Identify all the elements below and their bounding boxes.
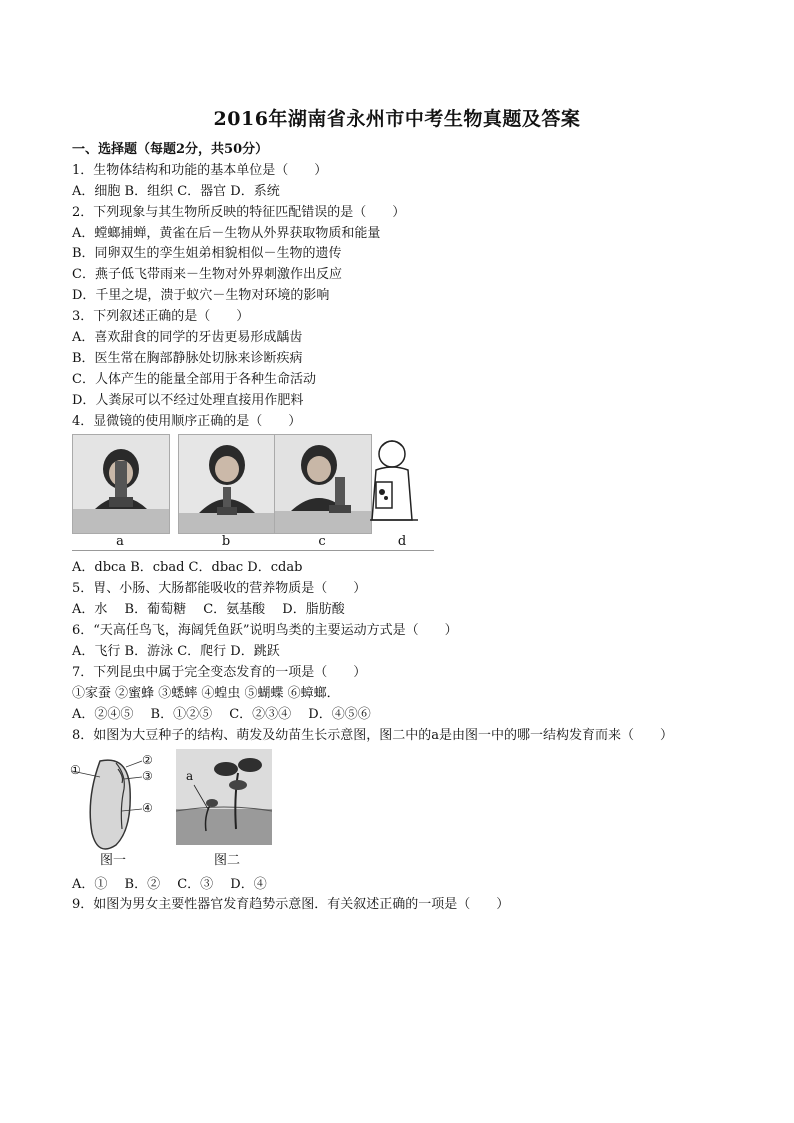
- question-list: [72, 140, 722, 916]
- caption-d: d: [397, 534, 407, 550]
- caption-c: c: [318, 534, 326, 550]
- soybean-figure: [72, 749, 722, 871]
- q6-stem: 6．“天高任鸟飞，海阔凭鱼跃”说明鸟类的主要运动方式是（ ）: [72, 623, 458, 639]
- caption-a: a: [116, 534, 124, 550]
- q8-options: A．① B．② C．③ D．④: [72, 876, 267, 892]
- q7-stem: 7．下列昆虫中属于完全变态发育的一项是（ ）: [72, 664, 367, 680]
- microscope-drawing-d: [362, 434, 432, 534]
- q7-items: ①家蚕 ②蜜蜂 ③蟋蟀 ④蝗虫 ⑤蝴蝶 ⑥蟑螂．: [72, 685, 340, 701]
- figure-baseline: [72, 550, 434, 551]
- caption-b: b: [221, 534, 231, 550]
- seed-structure-figure: [72, 749, 162, 869]
- q5-stem: 5．胃、小肠、大肠都能吸收的营养物质是（ ）: [72, 581, 367, 597]
- q1-options: A．细胞 B．组织 C．器官 D．系统: [72, 183, 280, 199]
- q1-stem: 1．生物体结构和功能的基本单位是（ ）: [72, 162, 328, 178]
- q2-option-c: C．燕子低飞带雨来－生物对外界刺激作出反应: [72, 267, 342, 283]
- label-a: a: [186, 768, 194, 783]
- microscope-figure: [72, 434, 722, 554]
- page-title: 2016年湖南省永州市中考生物真题及答案: [213, 108, 581, 130]
- figure-two-caption: 图二: [214, 852, 241, 868]
- q5-options: A．水 B．葡萄糖 C．氨基酸 D．脂肪酸: [72, 602, 345, 618]
- microscope-photo-c: [274, 434, 372, 534]
- seedling-figure: [176, 749, 272, 869]
- q3-option-d: D．人粪尿可以不经过处理直接用作肥料: [72, 392, 304, 408]
- microscope-photo-b: [178, 434, 276, 534]
- section-heading: 一、选择题（每题2分，共50分）: [72, 142, 269, 157]
- figure-one-caption: 图一: [100, 852, 127, 868]
- q4-options: A．dbca B．cbad C．dbac D．cdab: [72, 560, 303, 576]
- label-4: ④: [142, 800, 153, 815]
- label-3: ③: [142, 768, 153, 783]
- q3-option-c: C．人体产生的能量全部用于各种生命活动: [72, 371, 316, 387]
- label-2: ②: [142, 752, 153, 767]
- q2-option-a: A．螳螂捕蝉，黄雀在后－生物从外界获取物质和能量: [72, 225, 381, 241]
- q2-option-d: D．千里之堤，溃于蚁穴－生物对环境的影响: [72, 288, 330, 304]
- q4-stem: 4．显微镜的使用顺序正确的是（ ）: [72, 413, 302, 429]
- q2-stem: 2．下列现象与其生物所反映的特征匹配错误的是（ ）: [72, 204, 406, 220]
- q3-stem: 3．下列叙述正确的是（ ）: [72, 309, 250, 325]
- q3-option-b: B．医生常在胸部静脉处切脉来诊断疾病: [72, 350, 303, 366]
- microscope-photo-a: [72, 434, 170, 534]
- q3-option-a: A．喜欢甜食的同学的牙齿更易形成龋齿: [72, 330, 303, 346]
- q7-options: A．②④⑤ B．①②⑤ C．②③④ D．④⑤⑥: [72, 706, 371, 722]
- q6-options: A．飞行 B．游泳 C．爬行 D．跳跃: [72, 644, 280, 660]
- q8-stem: 8．如图为大豆种子的结构、萌发及幼苗生长示意图，图二中的a是由图一中的哪一结构发育而来（ ）: [72, 727, 674, 743]
- label-1: ①: [70, 762, 81, 777]
- q2-option-b: B．同卵双生的孪生姐弟相貌相似－生物的遗传: [72, 246, 342, 262]
- q9-stem: 9．如图为男女主要性器官发育趋势示意图．有关叙述正确的一项是（ ）: [72, 897, 510, 913]
